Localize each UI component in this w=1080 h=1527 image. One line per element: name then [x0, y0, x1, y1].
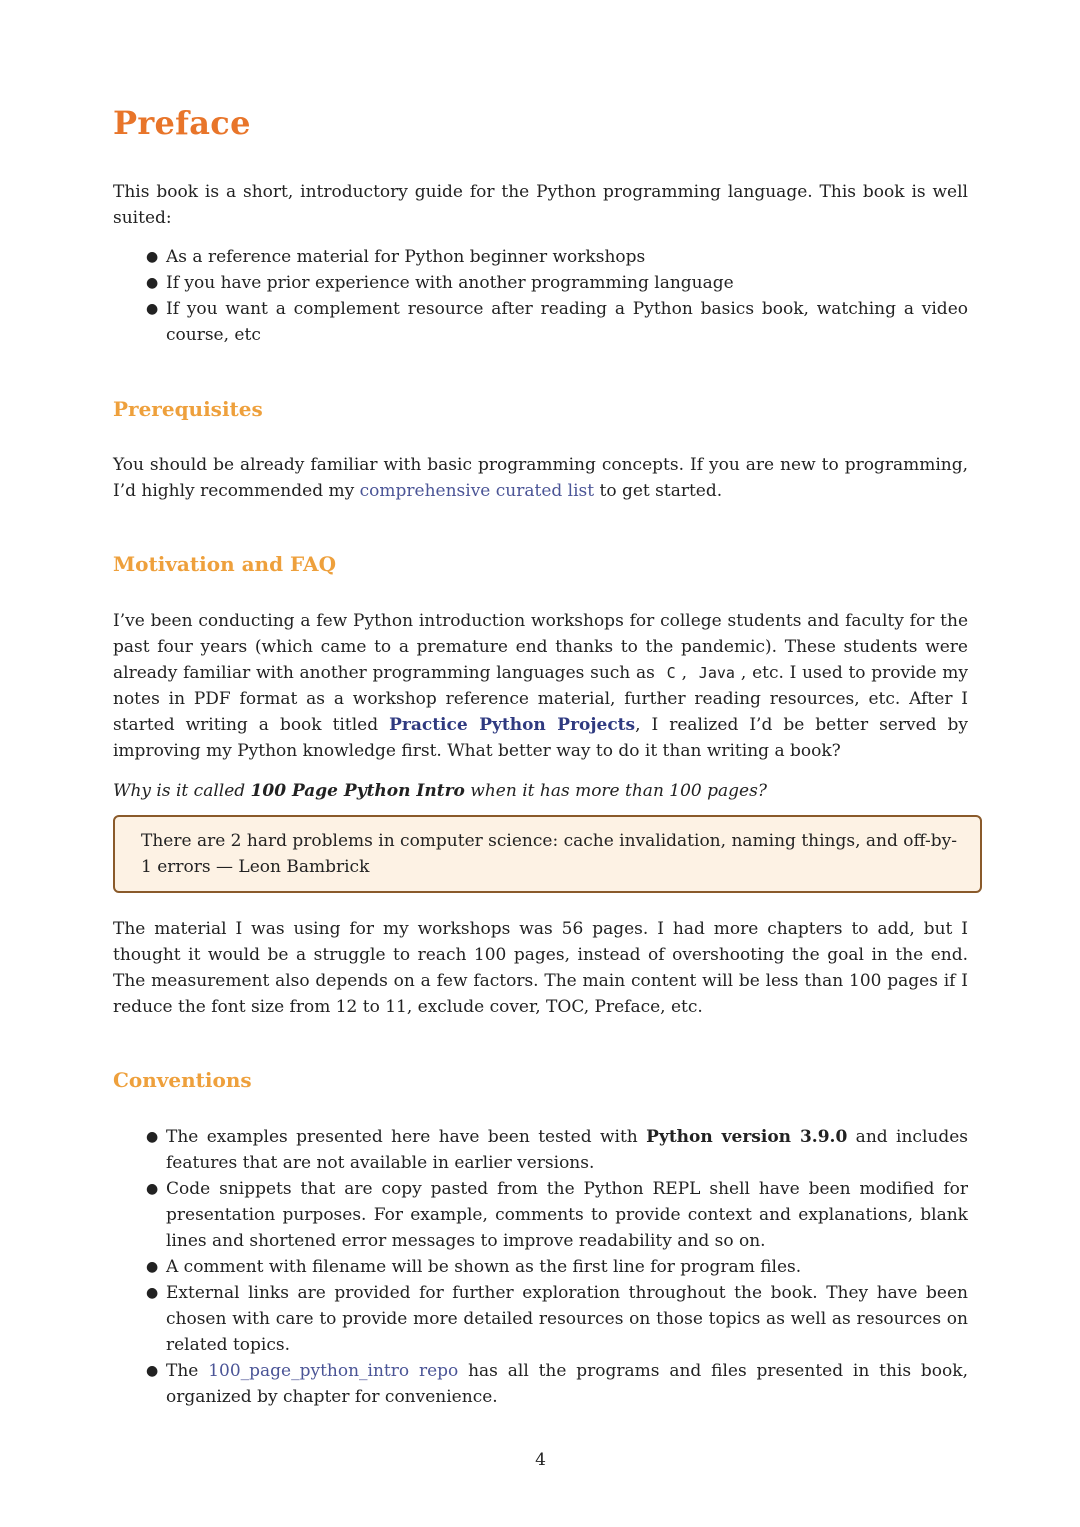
code-c: C: [666, 664, 676, 682]
bullet-icon: ●: [146, 1129, 159, 1145]
bullet-icon: ●: [146, 249, 159, 265]
bullet-icon: ●: [146, 1363, 159, 1379]
code-java: Java: [698, 664, 735, 682]
preface-intro: This book is a short, introductory guide for the Python programming language. This book is well suited:: [113, 182, 968, 228]
list-item: ● Code snippets that are copy pasted from the Python REPL shell have been modified for presentation purposes. For example, comments to provide context and explanations, blank lines and shortened error messages to improve readability and so on.: [113, 1176, 968, 1254]
list-item: ● The examples presented here have been tested with Python version 3.9.0 and includes features that are not available in earlier versions.: [113, 1124, 968, 1176]
section-heading-conventions: Conventions: [113, 1068, 252, 1092]
list-item: ● The 100_page_python_intro repo has all the programs and files presented in this book, organized by chapter for convenience.: [113, 1358, 968, 1410]
conventions-bullet-list: [113, 1124, 968, 1410]
page-number: 4: [535, 1450, 546, 1470]
bullet-icon: ●: [146, 1259, 159, 1275]
bullet-icon: ●: [146, 1285, 159, 1301]
bullet-icon: ●: [146, 275, 159, 291]
motivation-paragraph: I’ve been conducting a few Python introduction workshops for college students and faculty for the past four years (which came to a premature end thanks to the pandemic). These students were already familiar with another programming languages such as C , Java , etc. I used to provide my notes in PDF format as a workshop reference material, further reading resources, etc. After I started writing a book titled Practice Python Projects, I realized I’d be better served by improving my Python knowledge first. What better way to do it than writing a book?: [113, 611, 969, 761]
list-item: ● As a reference material for Python beginner workshops: [113, 244, 968, 270]
practice-python-projects-link[interactable]: Practice Python Projects: [389, 715, 636, 735]
repo-link[interactable]: 100_page_python_intro repo: [208, 1361, 459, 1381]
page-title: Preface: [113, 104, 251, 142]
motivation-paragraph-2: The material I was using for my workshops was 56 pages. I had more chapters to add, but I thought it would be a struggle to reach 100 pages, instead of overshooting the goal in the end. The measurement also depends on a few factors. The main content will be less than 100 pages if I reduce the font size from 12 to 11, exclude cover, TOC, Preface, etc.: [113, 919, 968, 1017]
list-item: ● A comment with filename will be shown as the first line for program files.: [113, 1254, 968, 1280]
list-item: ● If you want a complement resource after reading a Python basics book, watching a video course, etc: [113, 296, 968, 348]
list-item: ● External links are provided for further exploration throughout the book. They have been chosen with care to provide more detailed resources on those topics as well as resources on related topics.: [113, 1280, 968, 1358]
section-heading-motivation: Motivation and FAQ: [113, 552, 336, 576]
curated-list-link[interactable]: comprehensive curated list: [359, 481, 595, 501]
quote-box: There are 2 hard problems in computer science: cache invalidation, naming things, and off-by-1 errors — Leon Bambrick: [113, 815, 982, 893]
faq-question: Why is it called 100 Page Python Intro when it has more than 100 pages?: [113, 781, 767, 801]
preface-bullet-list: [113, 244, 968, 348]
bullet-icon: ●: [146, 1181, 159, 1197]
list-item: ● If you have prior experience with another programming language: [113, 270, 968, 296]
section-heading-prerequisites: Prerequisites: [113, 397, 263, 421]
bullet-icon: ●: [146, 301, 159, 317]
prerequisites-text: You should be already familiar with basic programming concepts. If you are new to programming, I’d highly recommended my comprehensive curated list to get started.: [113, 455, 968, 501]
